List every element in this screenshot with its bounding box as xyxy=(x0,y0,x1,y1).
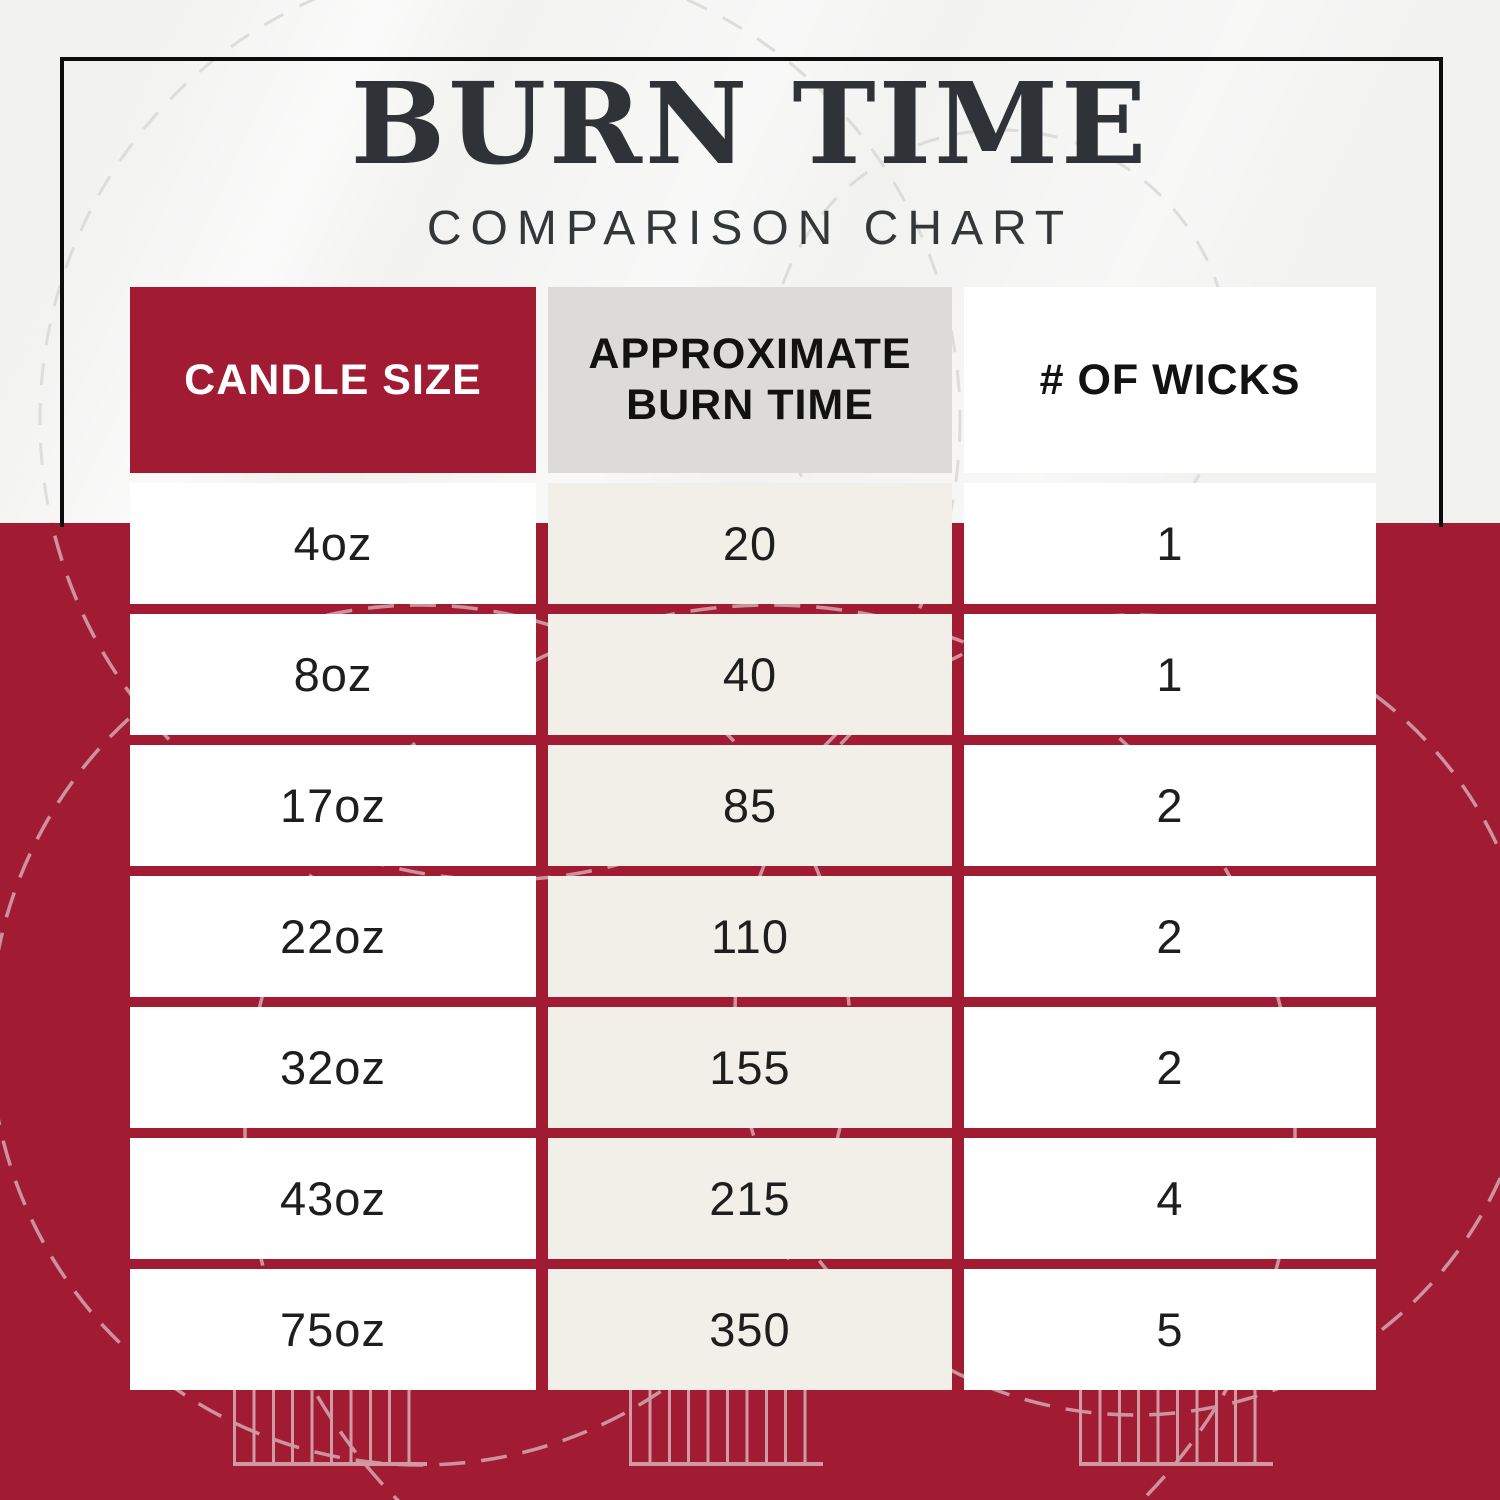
cell-burn-time: 155 xyxy=(548,1007,952,1128)
cell-candle-size: 4oz xyxy=(130,483,536,604)
cell-candle-size: 43oz xyxy=(130,1138,536,1259)
cell-candle-size: 32oz xyxy=(130,1007,536,1128)
cell-wicks: 5 xyxy=(964,1269,1376,1390)
page-subtitle: COMPARISON CHART xyxy=(426,201,1074,255)
cell-burn-time: 40 xyxy=(548,614,952,735)
cell-wicks: 2 xyxy=(964,745,1376,866)
cell-candle-size: 8oz xyxy=(130,614,536,735)
header-approximate-burn-time: APPROXIMATE BURN TIME xyxy=(548,287,952,473)
cell-wicks: 2 xyxy=(964,876,1376,997)
title-block xyxy=(0,59,1500,256)
header-number-of-wicks: # OF WICKS xyxy=(964,287,1376,473)
cell-burn-time: 110 xyxy=(548,876,952,997)
cell-burn-time: 20 xyxy=(548,483,952,604)
cell-burn-time: 85 xyxy=(548,745,952,866)
cell-candle-size: 17oz xyxy=(130,745,536,866)
comparison-table xyxy=(130,287,1376,1390)
cell-wicks: 2 xyxy=(964,1007,1376,1128)
header-candle-size: CANDLE SIZE xyxy=(130,287,536,473)
cell-candle-size: 22oz xyxy=(130,876,536,997)
cell-candle-size: 75oz xyxy=(130,1269,536,1390)
cell-wicks: 4 xyxy=(964,1138,1376,1259)
page-title: BURN TIME xyxy=(350,59,1150,190)
cell-burn-time: 350 xyxy=(548,1269,952,1390)
cell-wicks: 1 xyxy=(964,614,1376,735)
cell-wicks: 1 xyxy=(964,483,1376,604)
cell-burn-time: 215 xyxy=(548,1138,952,1259)
